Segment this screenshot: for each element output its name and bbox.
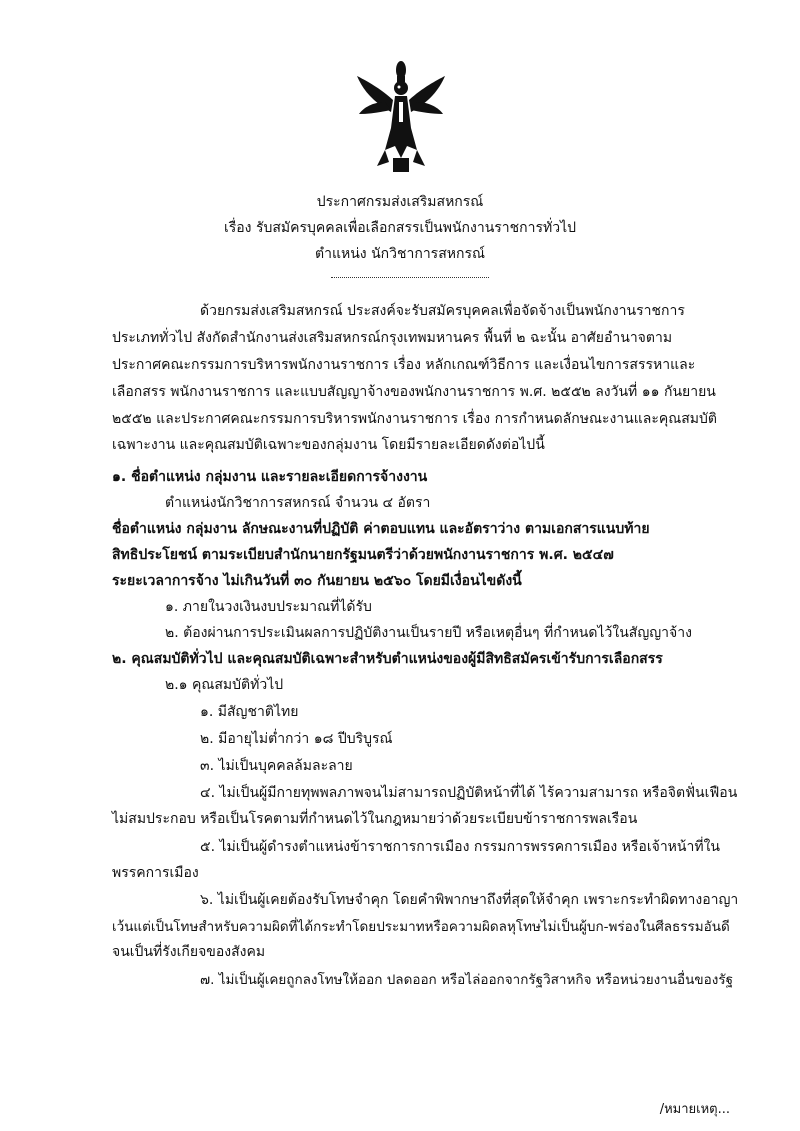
- intro-line: ด้วยกรมส่งเสริมสหกรณ์ ประสงค์จะรับสมัครบุคคลเพื่อจัดจ้างเป็นพนักงานราชการ: [200, 303, 685, 319]
- qualification-item-cont: พรรคการเมือง: [112, 865, 199, 881]
- qualification-item: ๖. ไม่เป็นผู้เคยต้องรับโทษจำคุก โดยคำพิพากษาถึงที่สุดให้จำคุก เพราะกระทำผิดทางอาญา: [200, 892, 739, 908]
- announcement-org: ประกาศกรมส่งเสริมสหกรณ์: [316, 194, 484, 210]
- section-1-row: ชื่อตำแหน่ง กลุ่มงาน ลักษณะงานที่ปฏิบัติ ค่าตอบแทน และอัตราว่าง ตามเอกสารแนบท้าย: [112, 521, 650, 537]
- qualification-item: ๕. ไม่เป็นผู้ดำรงตำแหน่งข้าราชการการเมือง กรรมการพรรคการเมือง หรือเจ้าหน้าที่ใน: [200, 839, 720, 855]
- section-1-title: ๑. ชื่อตำแหน่ง กลุ่มงาน และรายละเอียดการจ้างงาน: [112, 469, 428, 485]
- qualification-item-cont: เว้นแต่เป็นโทษสำหรับความผิดที่ได้กระทำโดยประมาทหรือความผิดลหุโทษไม่เป็นผู้บก-พร่องในศีลธรรมอันดี: [112, 919, 730, 935]
- qualification-item: ๒. มีอายุไม่ต่ำกว่า ๑๘ ปีบริบูรณ์: [200, 731, 393, 747]
- section-1-position: ตำแหน่งนักวิชาการสหกรณ์ จำนวน ๔ อัตรา: [165, 495, 431, 511]
- section-1-condition: ๑. ภายในวงเงินงบประมาณที่ได้รับ: [165, 599, 372, 615]
- qualification-item: ๗. ไม่เป็นผู้เคยถูกลงโทษให้ออก ปลดออก หรือไล่ออกจากรัฐวิสาหกิจ หรือหน่วยงานอื่นของรัฐ: [200, 972, 734, 988]
- intro-line: ประเภททั่วไป สังกัดสำนักงานส่งเสริมสหกรณ์กรุงเทพมหานคร พื้นที่ ๒ ฉะนั้น อาศัยอำนาจตาม: [112, 330, 673, 346]
- qualification-item: ๑. มีสัญชาติไทย: [200, 704, 299, 720]
- qualification-item: ๓. ไม่เป็นบุคคลล้มละลาย: [200, 758, 353, 774]
- section-1-condition: ๒. ต้องผ่านการประเมินผลการปฏิบัติงานเป็นรายปี หรือเหตุอื่นๆ ที่กำหนดไว้ในสัญญาจ้าง: [165, 625, 692, 641]
- section-2-title: ๒. คุณสมบัติทั่วไป และคุณสมบัติเฉพาะสำหรับตำแหน่งของผู้มีสิทธิสมัครเข้ารับการเลือกสรร: [112, 651, 663, 667]
- announcement-position: ตำแหน่ง นักวิชาการสหกรณ์: [315, 246, 485, 262]
- continuation-note: /หมายเหตุ...: [659, 1102, 730, 1117]
- intro-line: ๒๕๕๒ และประกาศคณะกรรมการบริหารพนักงานราชการ เรื่อง การกำหนดลักษณะงานและคุณสมบัติ: [112, 411, 717, 427]
- announcement-subject: เรื่อง รับสมัครบุคคลเพื่อเลือกสรรเป็นพนักงานราชการทั่วไป: [223, 220, 577, 236]
- intro-line: เลือกสรร พนักงานราชการ และแบบสัญญาจ้างของพนักงานราชการ พ.ศ. ๒๕๕๒ ลงวันที่ ๑๑ กันยายน: [112, 384, 716, 400]
- separator: [331, 277, 489, 278]
- section-1-row: ระยะเวลาการจ้าง ไม่เกินวันที่ ๓๐ กันยายน ๒๕๖๐ โดยมีเงื่อนไขดังนี้: [112, 573, 522, 589]
- section-2-subtitle: ๒.๑ คุณสมบัติทั่วไป: [165, 677, 284, 693]
- section-1-row: สิทธิประโยชน์ ตามระเบียบสำนักนายกรัฐมนตรีว่าด้วยพนักงานราชการ พ.ศ. ๒๕๔๗: [112, 547, 614, 563]
- intro-line: เฉพาะงาน และคุณสมบัติเฉพาะของกลุ่มงาน โดยมีรายละเอียดดังต่อไปนี้: [112, 437, 545, 453]
- qualification-item-cont: ไม่สมประกอบ หรือเป็นโรคตามที่กำหนดไว้ในกฎหมายว่าด้วยระเบียบข้าราชการพลเรือน: [112, 811, 638, 827]
- garuda-emblem-icon: [355, 58, 447, 178]
- qualification-item-cont: จนเป็นที่รังเกียจของสังคม: [112, 944, 266, 960]
- qualification-item: ๔. ไม่เป็นผู้มีกายทุพพลภาพจนไม่สามารถปฏิบัติหน้าที่ได้ ไร้ความสามารถ หรือจิตฟั่นเฟือน: [200, 785, 738, 801]
- intro-line: ประกาศคณะกรรมการบริหารพนักงานราชการ เรื่อง หลักเกณฑ์วิธีการ และเงื่อนไขการสรรหาและ: [112, 357, 696, 373]
